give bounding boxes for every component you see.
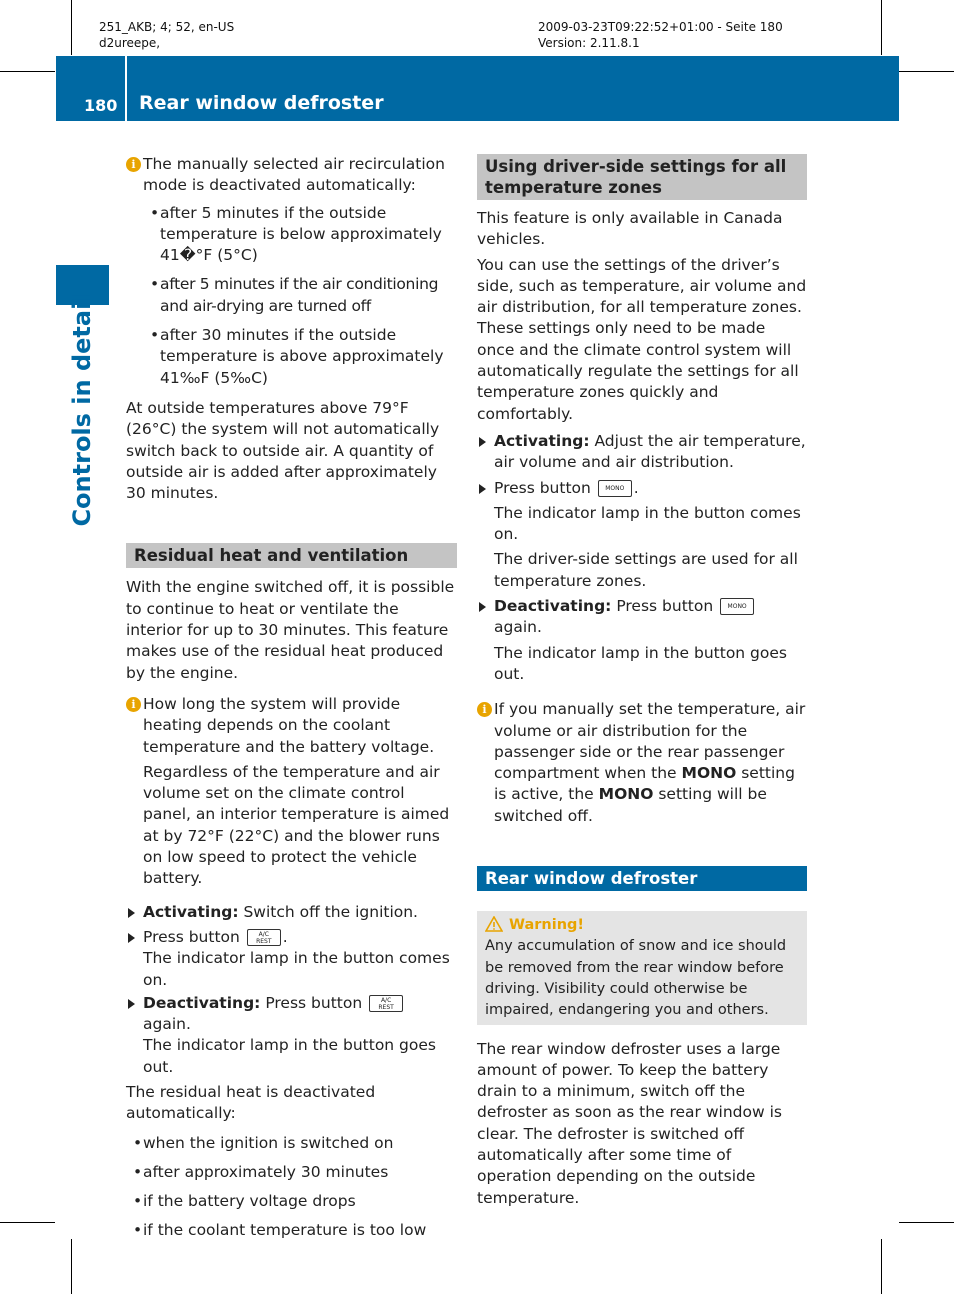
left-column: [126, 154, 457, 1242]
paragraph: You can use the settings of the driver’s side, such as temperature, air volume and air distribution, for all temperature zones. These settings only need to be made once and the climate control system will automatically regulate the settings for all temperature zones quickly and comfortably.: [477, 255, 807, 423]
list-item: • after 30 minutes if the outside temperature is above approximately 41‰F (5‰C): [143, 325, 457, 389]
list-item: • when the ignition is switched on: [126, 1133, 457, 1154]
info-icon: i: [126, 157, 141, 172]
section-heading: Residual heat and ventilation: [126, 543, 457, 568]
info-icon: i: [477, 702, 492, 717]
step-text: Adjust the air temperature, air volume and air distribution.: [494, 431, 806, 472]
step-text: Switch off the ignition.: [243, 902, 418, 921]
instruction-step: [477, 478, 807, 592]
page-title: Rear window defroster: [139, 92, 384, 114]
right-column: [477, 154, 807, 1209]
ac-rest-button-icon: [247, 929, 281, 946]
section-heading: Rear window defroster: [477, 866, 807, 891]
info-text-part: If you manually set the temperature, air volume or air distribution for the passenger side or the rear passenger compartment when the: [494, 700, 806, 783]
info-text-part: setting will be switched off.: [494, 785, 767, 825]
mono-keyword: MONO: [681, 764, 737, 783]
step-text: Press button: [494, 478, 591, 497]
arrow-icon: [479, 437, 486, 447]
arrow-icon: [128, 999, 135, 1009]
list-item: • after 5 minutes if the outside temperature is below approximately 41�°F (5°C): [143, 203, 457, 267]
info-note: [477, 699, 807, 827]
meta-line: 251_AKB; 4; 52, en-US: [99, 20, 235, 34]
arrow-icon: [479, 484, 486, 494]
paragraph: With the engine switched off, it is possible to continue to heat or ventilate the interior for up to 30 minutes. This feature makes use of the residual heat produced by the engine.: [126, 578, 455, 682]
mono-button-icon: MONO: [598, 480, 632, 497]
header-divider: [125, 56, 127, 121]
list-item: • after 5 minutes if the air conditioning and air-drying are turned off: [143, 274, 457, 317]
info-icon: i: [126, 697, 141, 712]
crop-mark: [899, 71, 954, 72]
button-label: REST: [378, 1003, 394, 1011]
step-label: Deactivating:: [143, 993, 261, 1012]
list-item: • after approximately 30 minutes: [126, 1162, 457, 1183]
info-bullet-list: [126, 203, 457, 389]
warning-text: Any accumulation of snow and ice should be removed from the rear window before driving. Visibility could otherwise be impaired, endangering you and others.: [485, 938, 787, 1019]
page-number: 180: [84, 96, 118, 115]
step-text: Press button: [265, 993, 363, 1012]
mono-button-icon: MONO: [720, 598, 754, 615]
bullet-list: [126, 1133, 457, 1242]
meta-line: 2009-03-23T09:22:52+01:00 - Seite 180: [538, 20, 783, 34]
info-text: Regardless of the temperature and air volume set on the climate control panel, an interior temperature is aimed at by 72°F (22°C) and the blower runs on low speed to protect the vehicle battery.: [143, 762, 450, 888]
step-text: again.: [143, 1015, 191, 1034]
info-text-part: setting is active, the: [494, 764, 795, 804]
paragraph: This feature is only available in Canada vehicles.: [477, 209, 783, 249]
instruction-step: [126, 993, 457, 1078]
instruction-step: [126, 902, 457, 923]
info-note: [126, 694, 457, 890]
meta-line: d2ureepe,: [99, 36, 161, 50]
section-heading: Using driver-side settings for all temperature zones: [477, 154, 807, 200]
chapter-label: Controls in detail: [68, 293, 96, 527]
crop-mark: [899, 1222, 954, 1223]
paragraph: The residual heat is deactivated automatically:: [126, 1082, 376, 1123]
arrow-icon: [128, 933, 135, 943]
button-label: A/C: [380, 996, 392, 1004]
instruction-step: [477, 431, 807, 474]
button-label: REST: [256, 937, 272, 945]
crop-mark: [0, 1222, 55, 1223]
crop-mark: [881, 1239, 882, 1294]
meta-line: Version: 2.11.8.1: [538, 36, 640, 50]
instruction-step: [477, 596, 807, 685]
arrow-icon: [479, 602, 486, 612]
crop-mark: [0, 71, 55, 72]
step-label: Deactivating:: [494, 597, 612, 616]
step-result: The driver-side settings are used for all temperature zones.: [494, 550, 798, 590]
paragraph: At outside temperatures above 79°F (26°C) the system will not automatically switch back to outside air. A quantity of outside air is added after approximately 30 minutes.: [126, 398, 440, 503]
step-text: again.: [494, 618, 542, 637]
step-text: Press button: [616, 597, 714, 616]
list-item: • if the battery voltage drops: [126, 1191, 457, 1212]
crop-mark: [881, 0, 882, 55]
step-result: The indicator lamp in the button comes on.: [494, 503, 801, 544]
print-meta-left: [99, 19, 234, 51]
paragraph: The rear window defroster uses a large amount of power. To keep the battery drain to a minimum, switch off the defroster as soon as the rear window is clear. The defroster is switched off automatically after some time of operation depending on the outside temperature.: [477, 1039, 782, 1207]
mono-keyword: MONO: [598, 785, 654, 804]
crop-mark: [71, 0, 72, 55]
step-result: The indicator lamp in the button goes out.: [494, 643, 787, 683]
step-result: The indicator lamp in the button comes on.: [143, 949, 450, 989]
info-note: [126, 154, 457, 197]
step-text: Press button: [143, 927, 240, 946]
arrow-icon: [128, 908, 135, 918]
info-text: [494, 699, 807, 827]
step-text: .: [633, 478, 639, 497]
step-result: The indicator lamp in the button goes out.: [143, 1036, 436, 1076]
warning-title: Warning!: [509, 917, 585, 934]
crop-mark: [71, 1239, 72, 1294]
warning-box: [477, 911, 807, 1024]
step-text: .: [282, 927, 288, 946]
info-text: How long the system will provide heating depends on the coolant temperature and the battery voltage.: [143, 694, 435, 756]
warning-triangle-icon: [485, 916, 503, 932]
list-item: • if the coolant temperature is too low: [126, 1220, 457, 1241]
instruction-step: [126, 927, 457, 991]
print-meta-right: [538, 19, 783, 51]
info-text: The manually selected air recirculation mode is deactivated automatically:: [143, 155, 445, 195]
warning-header: [485, 915, 799, 936]
button-label: A/C: [258, 930, 269, 938]
ac-rest-button-icon: [369, 995, 403, 1012]
step-label: Activating:: [143, 902, 239, 921]
step-label: Activating:: [494, 431, 590, 450]
